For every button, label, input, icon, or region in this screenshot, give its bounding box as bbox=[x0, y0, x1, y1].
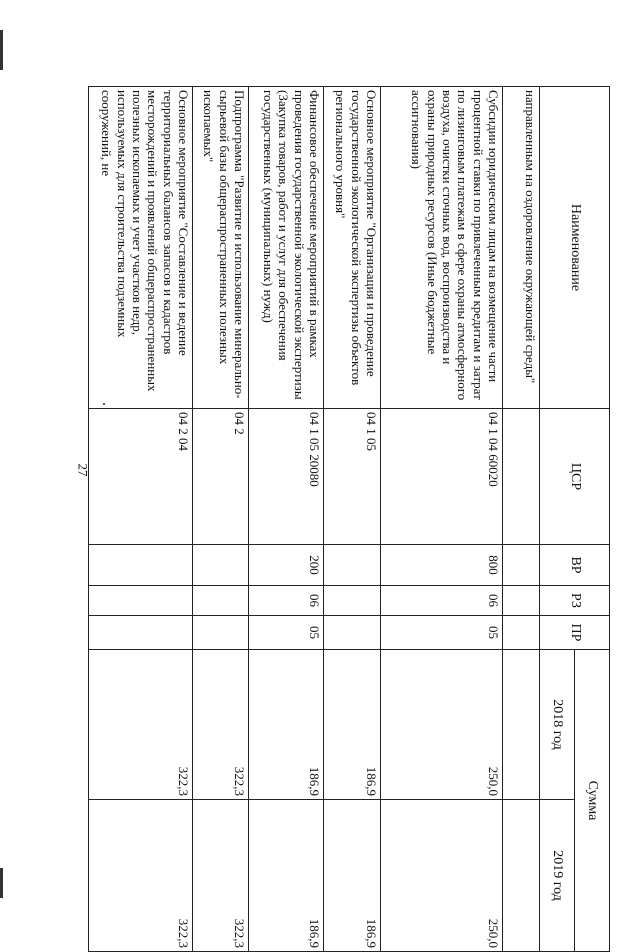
table-row bbox=[249, 87, 324, 952]
cell-name: направленным на оздоровление окружающей среды" bbox=[503, 87, 540, 409]
cell-vr: 200 bbox=[249, 545, 324, 586]
cell-2019: 322,3 bbox=[89, 800, 193, 952]
table-row bbox=[89, 87, 193, 952]
cell-2019 bbox=[503, 800, 540, 952]
header-pr: ПР bbox=[540, 616, 610, 650]
header-row-top bbox=[575, 87, 610, 952]
cell-vr: 800 bbox=[381, 545, 503, 586]
cell-name: Основное мероприятие "Организация и проведение государственной экологической экспертизы объектов регионального уровня" bbox=[324, 87, 381, 409]
table-row bbox=[193, 87, 249, 952]
header-name: Наименование bbox=[540, 87, 610, 409]
table-row bbox=[381, 87, 503, 952]
cell-rz bbox=[503, 586, 540, 616]
cell-pr bbox=[193, 616, 249, 650]
header-sum: Сумма bbox=[575, 650, 610, 952]
cell-rz bbox=[193, 586, 249, 616]
header-2019: 2019 год bbox=[540, 800, 575, 952]
cell-csr bbox=[503, 409, 540, 545]
cell-2018: 322,3 bbox=[193, 650, 249, 800]
scan-edge-mark-top bbox=[0, 30, 3, 70]
cell-pr bbox=[503, 616, 540, 650]
header-2018: 2018 год bbox=[540, 650, 575, 800]
cell-rz bbox=[89, 586, 193, 616]
budget-table bbox=[88, 86, 610, 952]
cell-rz bbox=[324, 586, 381, 616]
cell-vr bbox=[503, 545, 540, 586]
cell-2018: 250,0 bbox=[381, 650, 503, 800]
cell-name: Подпрограмма "Развитие и использование минерально-сырьевой базы общераспространенных полезных ископаемых" bbox=[193, 87, 249, 409]
cell-2018: 322,3 bbox=[89, 650, 193, 800]
cell-name: Субсидии юридическим лицам на возмещение части процентной ставки по привлеченным кредитам и затрат по лизинговым платежам в сфере охраны атмосферного воздуха, очистки сточных вод, воспроизводства и охраны природных ресурсов (Иные бюджетные ассигнования) bbox=[381, 87, 503, 409]
cell-2019: 186,9 bbox=[249, 800, 324, 952]
cell-rz: 06 bbox=[249, 586, 324, 616]
cell-2018 bbox=[503, 650, 540, 800]
cell-2018: 186,9 bbox=[249, 650, 324, 800]
cell-name: Основное мероприятие "Составление и ведение территориальных балансов запасов и кадастров месторождений и проявлений общераспространенных полезных ископаемых и учет участков недр, используемых для строительства подземных сооружений, не bbox=[89, 87, 193, 409]
cell-pr bbox=[89, 616, 193, 650]
table-row bbox=[324, 87, 381, 952]
cell-vr bbox=[324, 545, 381, 586]
cell-pr bbox=[324, 616, 381, 650]
cell-csr: 04 1 04 60020 bbox=[381, 409, 503, 545]
cell-2019: 250,0 bbox=[381, 800, 503, 952]
cell-vr bbox=[89, 545, 193, 586]
cell-csr: 04 1 05 20080 bbox=[249, 409, 324, 545]
header-vr: ВР bbox=[540, 545, 610, 586]
cell-csr: 04 2 bbox=[193, 409, 249, 545]
page-number: 27 bbox=[75, 463, 91, 477]
cell-pr: 05 bbox=[249, 616, 324, 650]
cell-csr: 04 2 04 bbox=[89, 409, 193, 545]
table-frame bbox=[87, 86, 610, 951]
cell-2018: 186,9 bbox=[324, 650, 381, 800]
scan-edge-mark-bottom bbox=[0, 868, 3, 898]
cell-pr: 05 bbox=[381, 616, 503, 650]
header-csr: ЦСР bbox=[540, 409, 610, 545]
cell-2019: 322,3 bbox=[193, 800, 249, 952]
cell-2019: 186,9 bbox=[324, 800, 381, 952]
cell-csr: 04 1 05 bbox=[324, 409, 381, 545]
header-rz: РЗ bbox=[540, 586, 610, 616]
cell-rz: 06 bbox=[381, 586, 503, 616]
cell-vr bbox=[193, 545, 249, 586]
rotated-table-area bbox=[87, 86, 610, 951]
cell-name: Финансовое обеспечение мероприятий в рамках проведения государственной экологической экспертизы (Закупка товаров, работ и услуг для обеспечения государственных (муниципальных) нужд) bbox=[249, 87, 324, 409]
table-row bbox=[503, 87, 540, 952]
